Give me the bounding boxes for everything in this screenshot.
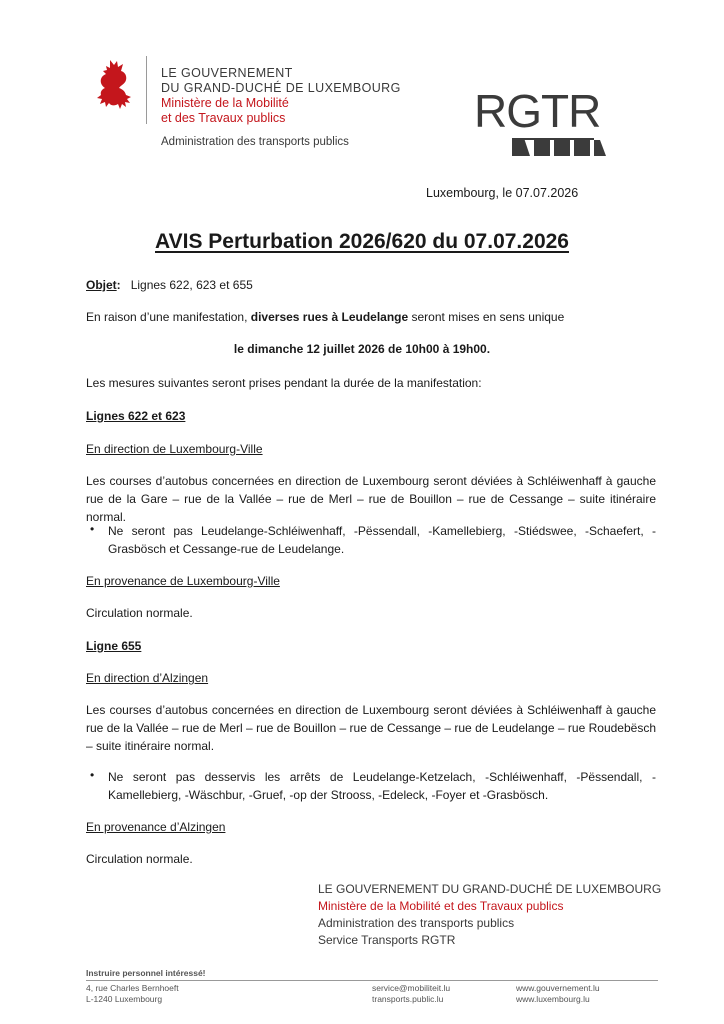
section-heading-655: Ligne 655 [86,639,142,653]
provenance-text-1: Circulation normale. [86,606,193,620]
bullet-1-icon: • [90,522,95,536]
red-lion-logo [90,58,136,114]
administration-label: Administration des transports publics [161,136,349,148]
rgtr-logo-blocks-icon [512,138,606,156]
ministry-line-1: Ministère de la Mobilité [161,96,289,110]
header-divider [146,56,147,124]
footer-contact [372,983,450,1005]
signature-line-3: Administration des transports publics [318,916,515,930]
government-block [161,66,401,126]
section-heading-622-623: Lignes 622 et 623 [86,409,186,423]
measures-paragraph: Les mesures suivantes seront prises pendant la durée de la manifestation: [86,376,482,390]
bullet-1-text: Ne seront pas Leudelange-Schléiwenhaff, -Pëssendall, -Kamellebierg, -Stiédswee, -Schaefert, -Grasbösch et Cessange-rue de Leudelange. [108,524,656,556]
date-line: Luxembourg, le 07.07.2026 [426,186,579,200]
intro-paragraph: En raison d’une manifestation, diverses rues à Leudelange seront mises en sens unique [86,310,565,324]
footer-email-link[interactable]: service@mobiliteit.lu [372,983,451,993]
footer-gov-link[interactable]: www.gouvernement.lu [516,983,600,993]
direction-text-2: Les courses d’autobus concernées en direction de Luxembourg seront déviées à Schléiwenhaff à gauche rue de la Vallée – rue de Merl – rue de Bouillon – rue de Cessange – rue de Leudelange – rue Roudebësch – suite itinéraire normal. [86,703,656,753]
objet-label: Objet [86,278,117,292]
footer-note: Instruire personnel intéressé! [86,968,206,978]
ministry-line-2: et des Travaux publics [161,111,286,125]
footer-divider [86,980,658,981]
gov-line-2: DU GRAND-DUCHÉ DE LUXEMBOURG [161,81,401,95]
provenance-heading-1: En provenance de Luxembourg-Ville [86,574,280,588]
gov-line-1: LE GOUVERNEMENT [161,66,293,80]
footer-address: 4, rue Charles Bernhoeft L-1240 Luxembourg [86,983,179,1004]
provenance-heading-2: En provenance d’Alzingen [86,820,226,834]
footer-transport-link[interactable]: transports.public.lu [372,994,444,1004]
bullet-2-text: Ne seront pas desservis les arrêts de Leudelange-Ketzelach, -Schléiwenhaff, -Pëssendall, -Kamellebierg, -Wäschbur, -Gruef, -op der Strooss, -Edeleck, -Foyer et -Grasbösch. [108,770,656,802]
footer-websites [516,983,600,1005]
direction-text-1: Les courses d’autobus concernées en direction de Luxembourg seront déviées à Schléiwenhaff à gauche rue de la Gare – rue de la Vallée – rue de Merl – rue de Bouillon – rue de Cessange – suite itinéraire normal. [86,474,656,524]
signature-line-4: Service Transports RGTR [318,933,456,947]
provenance-text-2: Circulation normale. [86,852,193,866]
page-title: AVIS Perturbation 2026/620 du 07.07.2026 [155,230,569,253]
objet-value: Lignes 622, 623 et 655 [130,278,253,292]
event-date: le dimanche 12 juillet 2026 de 10h00 à 19h00. [233,342,491,356]
direction-heading-2: En direction d’Alzingen [86,671,209,685]
direction-heading-1: En direction de Luxembourg-Ville [86,442,263,456]
footer-lux-link[interactable]: www.luxembourg.lu [516,994,590,1004]
signature-block [318,881,661,949]
signature-line-2: Ministère de la Mobilité et des Travaux publics [318,899,564,913]
bullet-2-icon: • [90,768,95,782]
rgtr-logo-text: RGTR [474,85,601,137]
objet-line: Objet: Lignes 622, 623 et 655 [86,278,253,292]
signature-line-1: LE GOUVERNEMENT DU GRAND-DUCHÉ DE LUXEMBOURG [318,882,662,896]
